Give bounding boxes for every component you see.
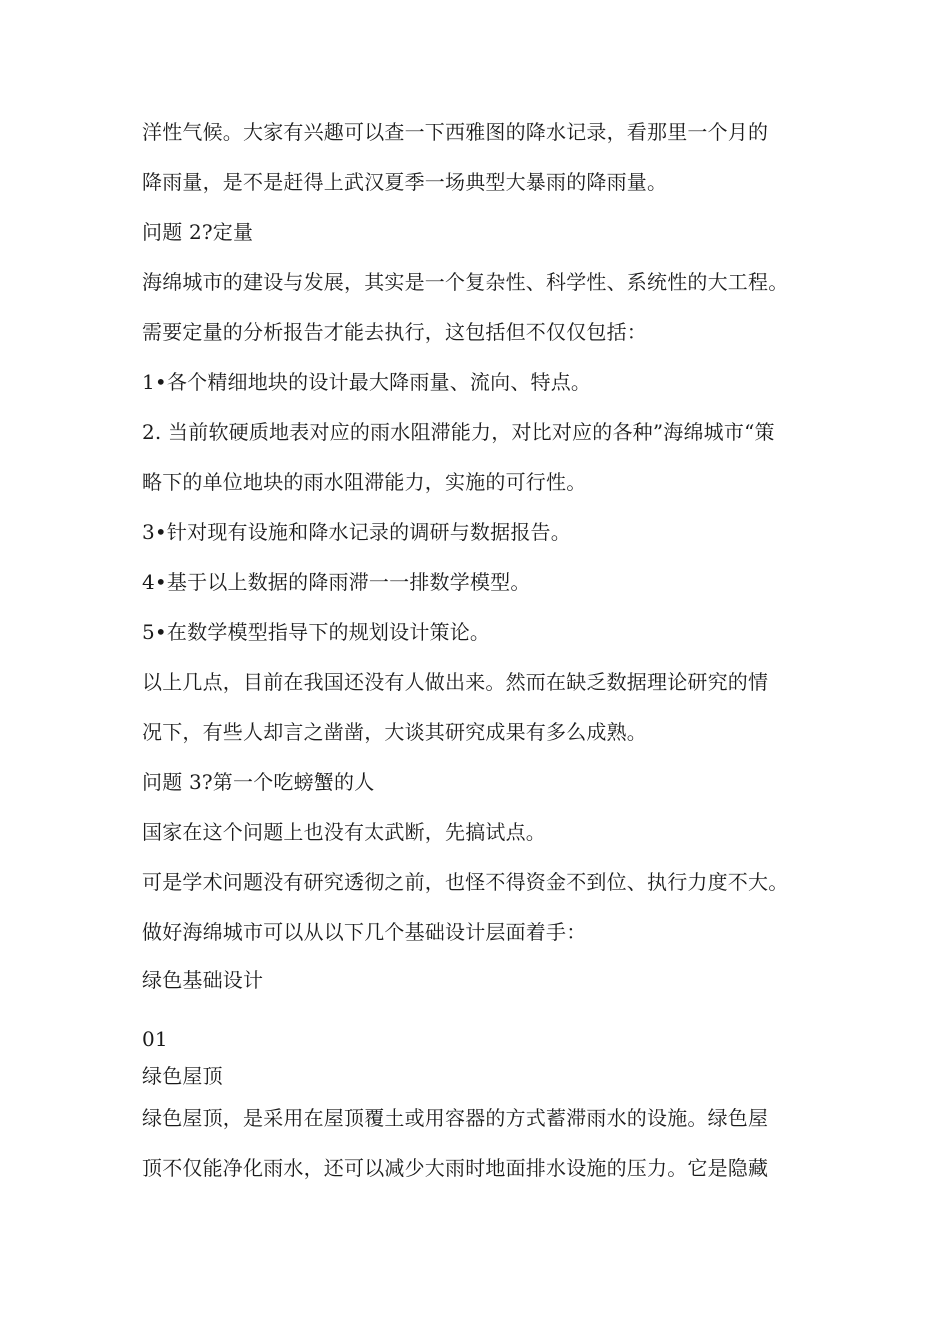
- section-heading: 绿色基础设计: [142, 968, 264, 992]
- paragraph-line: 顶不仅能净化雨水，还可以减少大雨时地面排水设施的压力。它是隐藏: [142, 1156, 769, 1180]
- list-item: 2. 当前软硬质地表对应的雨水阻滞能力，对比对应的各种”海绵城市“策: [142, 420, 775, 444]
- list-item: 5•在数学模型指导下的规划设计策论。: [142, 620, 491, 644]
- subsection-heading: 绿色屋顶: [142, 1064, 223, 1088]
- paragraph-line: 以上几点，目前在我国还没有人做出来。然而在缺乏数据理论研究的情: [142, 670, 769, 694]
- paragraph-line: 洋性气候。大家有兴趣可以查一下西雅图的降水记录，看那里一个月的: [142, 120, 769, 144]
- paragraph-line: 况下，有些人却言之凿凿，大谈其研究成果有多么成熟。: [142, 720, 647, 744]
- list-item: 3•针对现有设施和降水记录的调研与数据报告。: [142, 520, 571, 544]
- paragraph-line: 做好海绵城市可以从以下几个基础设计层面着手：: [142, 920, 587, 944]
- section-heading: 问题 3?第一个吃螃蟹的人: [142, 770, 375, 794]
- paragraph-line: 海绵城市的建设与发展，其实是一个复杂性、科学性、系统性的大工程。: [142, 270, 789, 294]
- paragraph-line: 绿色屋顶，是采用在屋顶覆土或用容器的方式蓄滞雨水的设施。绿色屋: [142, 1106, 769, 1130]
- section-number: 01: [142, 1027, 168, 1051]
- paragraph-line: 可是学术问题没有研究透彻之前，也怪不得资金不到位、执行力度不大。: [142, 870, 789, 894]
- paragraph-line: 降雨量，是不是赶得上武汉夏季一场典型大暴雨的降雨量。: [142, 170, 668, 194]
- list-item-continuation: 略下的单位地块的雨水阻滞能力，实施的可行性。: [142, 470, 587, 494]
- paragraph-line: 国家在这个问题上也没有太武断，先搞试点。: [142, 820, 546, 844]
- list-item: 1•各个精细地块的设计最大降雨量、流向、特点。: [142, 370, 592, 394]
- paragraph-line: 需要定量的分析报告才能去执行，这包括但不仅仅包括：: [142, 320, 647, 344]
- section-heading: 问题 2?定量: [142, 220, 254, 244]
- list-item: 4•基于以上数据的降雨滞一一排数学模型。: [142, 570, 531, 594]
